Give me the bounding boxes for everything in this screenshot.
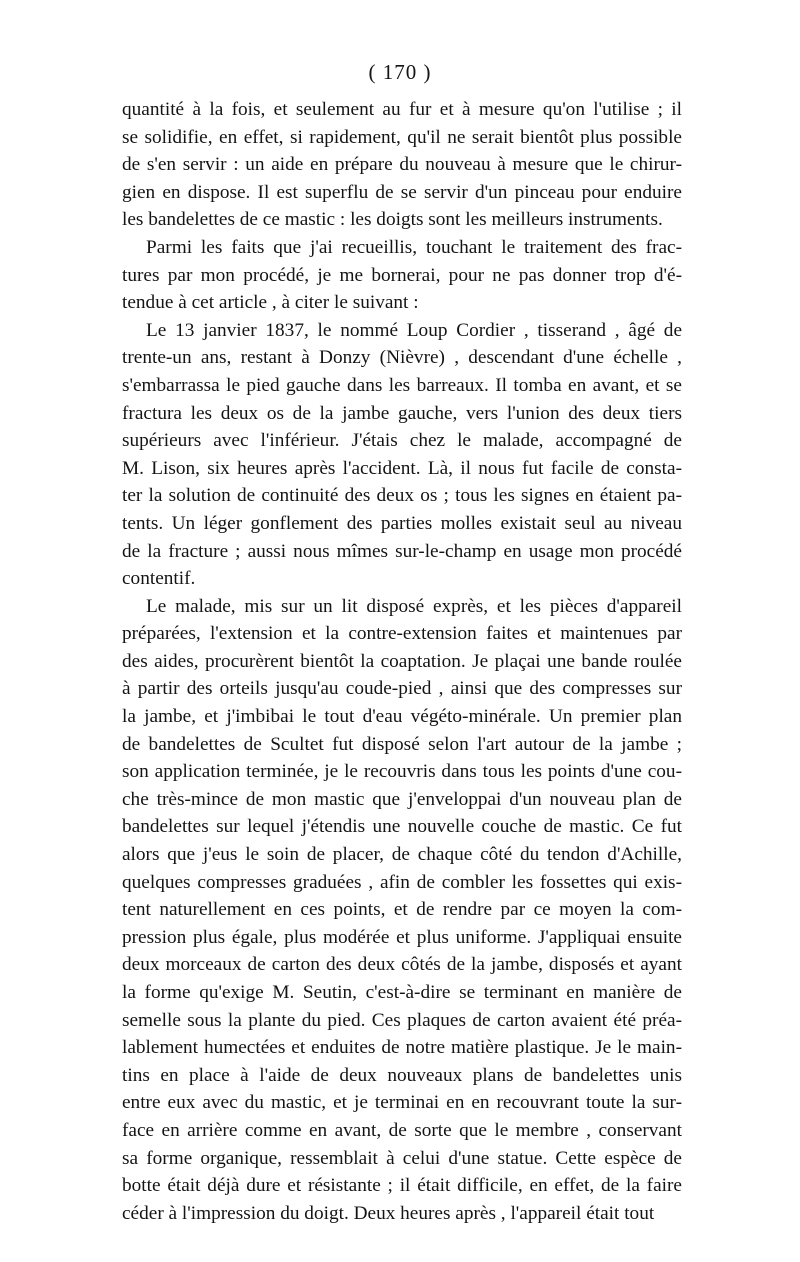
text-line: tendue à cet article , à citer le suivant : <box>122 292 419 314</box>
text-line: gien en dispose. Il est superflu de se servir d'un pinceau pour enduire <box>122 181 682 203</box>
text-line: son application terminée, je le recouvris dans tous les points d'une cou- <box>122 761 682 783</box>
text-line: tures par mon procédé, je me bornerai, pour ne pas donner trop d'é- <box>122 264 682 286</box>
paragraph <box>122 234 682 317</box>
text-line: fractura les deux os de la jambe gauche, vers l'union des deux tiers <box>122 402 682 424</box>
text-line: s'embarrassa le pied gauche dans les barreaux. Il tomba en avant, et se <box>122 374 682 396</box>
text-line: de la fracture ; aussi nous mîmes sur-le-champ en usage mon procédé <box>122 540 682 562</box>
text-line: bandelettes sur lequel j'étendis une nouvelle couche de mastic. Ce fut <box>122 816 682 838</box>
text-line: che très-mince de mon mastic que j'enveloppai d'un nouveau plan de <box>122 788 682 810</box>
text-line: se solidifie, en effet, si rapidement, qu'il ne serait bientôt plus possible <box>122 126 682 148</box>
text-line: contentif. <box>122 568 196 590</box>
text-line: face en arrière comme en avant, de sorte que le membre , conservant <box>122 1119 682 1141</box>
text-line: semelle sous la plante du pied. Ces plaques de carton avaient été préa- <box>122 1009 682 1031</box>
text-line: quantité à la fois, et seulement au fur et à mesure qu'on l'utilise ; il <box>122 99 682 120</box>
paragraph <box>122 96 682 234</box>
page-number: ( 170 ) <box>368 60 432 84</box>
text-line: préparées, l'extension et la contre-extension faites et maintenues par <box>122 623 682 645</box>
text-line: des aides, procurèrent bientôt la coaptation. Je plaçai une bande roulée <box>122 650 682 672</box>
text-line: lablement humectées et enduites de notre matière plastique. Je le main- <box>122 1037 682 1059</box>
text-line: quelques compresses graduées , afin de combler les fossettes qui exis- <box>122 871 682 893</box>
text-line: botte était déjà dure et résistante ; il était difficile, en effet, de la faire <box>122 1175 682 1197</box>
text-line: alors que j'eus le soin de placer, de chaque côté du tendon d'Achille, <box>122 844 682 866</box>
text-line: tents. Un léger gonflement des parties molles existait seul au niveau <box>122 512 682 534</box>
text-line: Parmi les faits que j'ai recueillis, touchant le traitement des frac- <box>146 236 682 258</box>
text-line: supérieurs avec l'inférieur. J'étais chez le malade, accompagné de <box>122 430 682 452</box>
text-line: entre eux avec du mastic, et je terminai en en recouvrant toute la sur- <box>122 1092 682 1114</box>
text-line: sa forme organique, ressemblait à celui d'une statue. Cette espèce de <box>122 1147 682 1169</box>
text-line: pression plus égale, plus modérée et plus uniforme. J'appliquai ensuite <box>122 926 682 948</box>
paragraph <box>122 317 682 593</box>
text-line: tins en place à l'aide de deux nouveaux plans de bandelettes unis <box>122 1064 682 1086</box>
text-line: de bandelettes de Scultet fut disposé selon l'art autour de la jambe ; <box>122 733 682 755</box>
text-line: la jambe, et j'imbibai le tout d'eau végéto-minérale. Un premier plan <box>122 706 682 728</box>
text-line: deux morceaux de carton des deux côtés de la jambe, disposés et ayant <box>122 954 682 976</box>
text-line: Le malade, mis sur un lit disposé exprès, et les pièces d'appareil <box>146 595 682 617</box>
text-line: ter la solution de continuité des deux os ; tous les signes en étaient pa- <box>122 485 682 507</box>
text-line: céder à l'impression du doigt. Deux heures après , l'appareil était tout <box>122 1202 655 1224</box>
text-line: trente-un ans, restant à Donzy (Nièvre) , descendant d'une échelle , <box>122 347 682 369</box>
text-line: tent naturellement en ces points, et de rendre par ce moyen la com- <box>122 899 682 921</box>
text-line: les bandelettes de ce mastic : les doigts sont les meilleurs instruments. <box>122 209 663 231</box>
text-line: la forme qu'exige M. Seutin, c'est-à-dire se terminant en manière de <box>122 982 682 1003</box>
body-text <box>122 96 682 1227</box>
text-line: de s'en servir : un aide en prépare du nouveau à mesure que le chirur- <box>122 154 682 176</box>
text-line: à partir des orteils jusqu'au coude-pied , ainsi que des compresses sur <box>122 678 682 700</box>
text-line: Le 13 janvier 1837, le nommé Loup Cordier , tisserand , âgé de <box>146 319 682 341</box>
text-line: M. Lison, six heures après l'accident. Là, il nous fut facile de consta- <box>122 457 682 479</box>
paragraph <box>122 593 682 1228</box>
